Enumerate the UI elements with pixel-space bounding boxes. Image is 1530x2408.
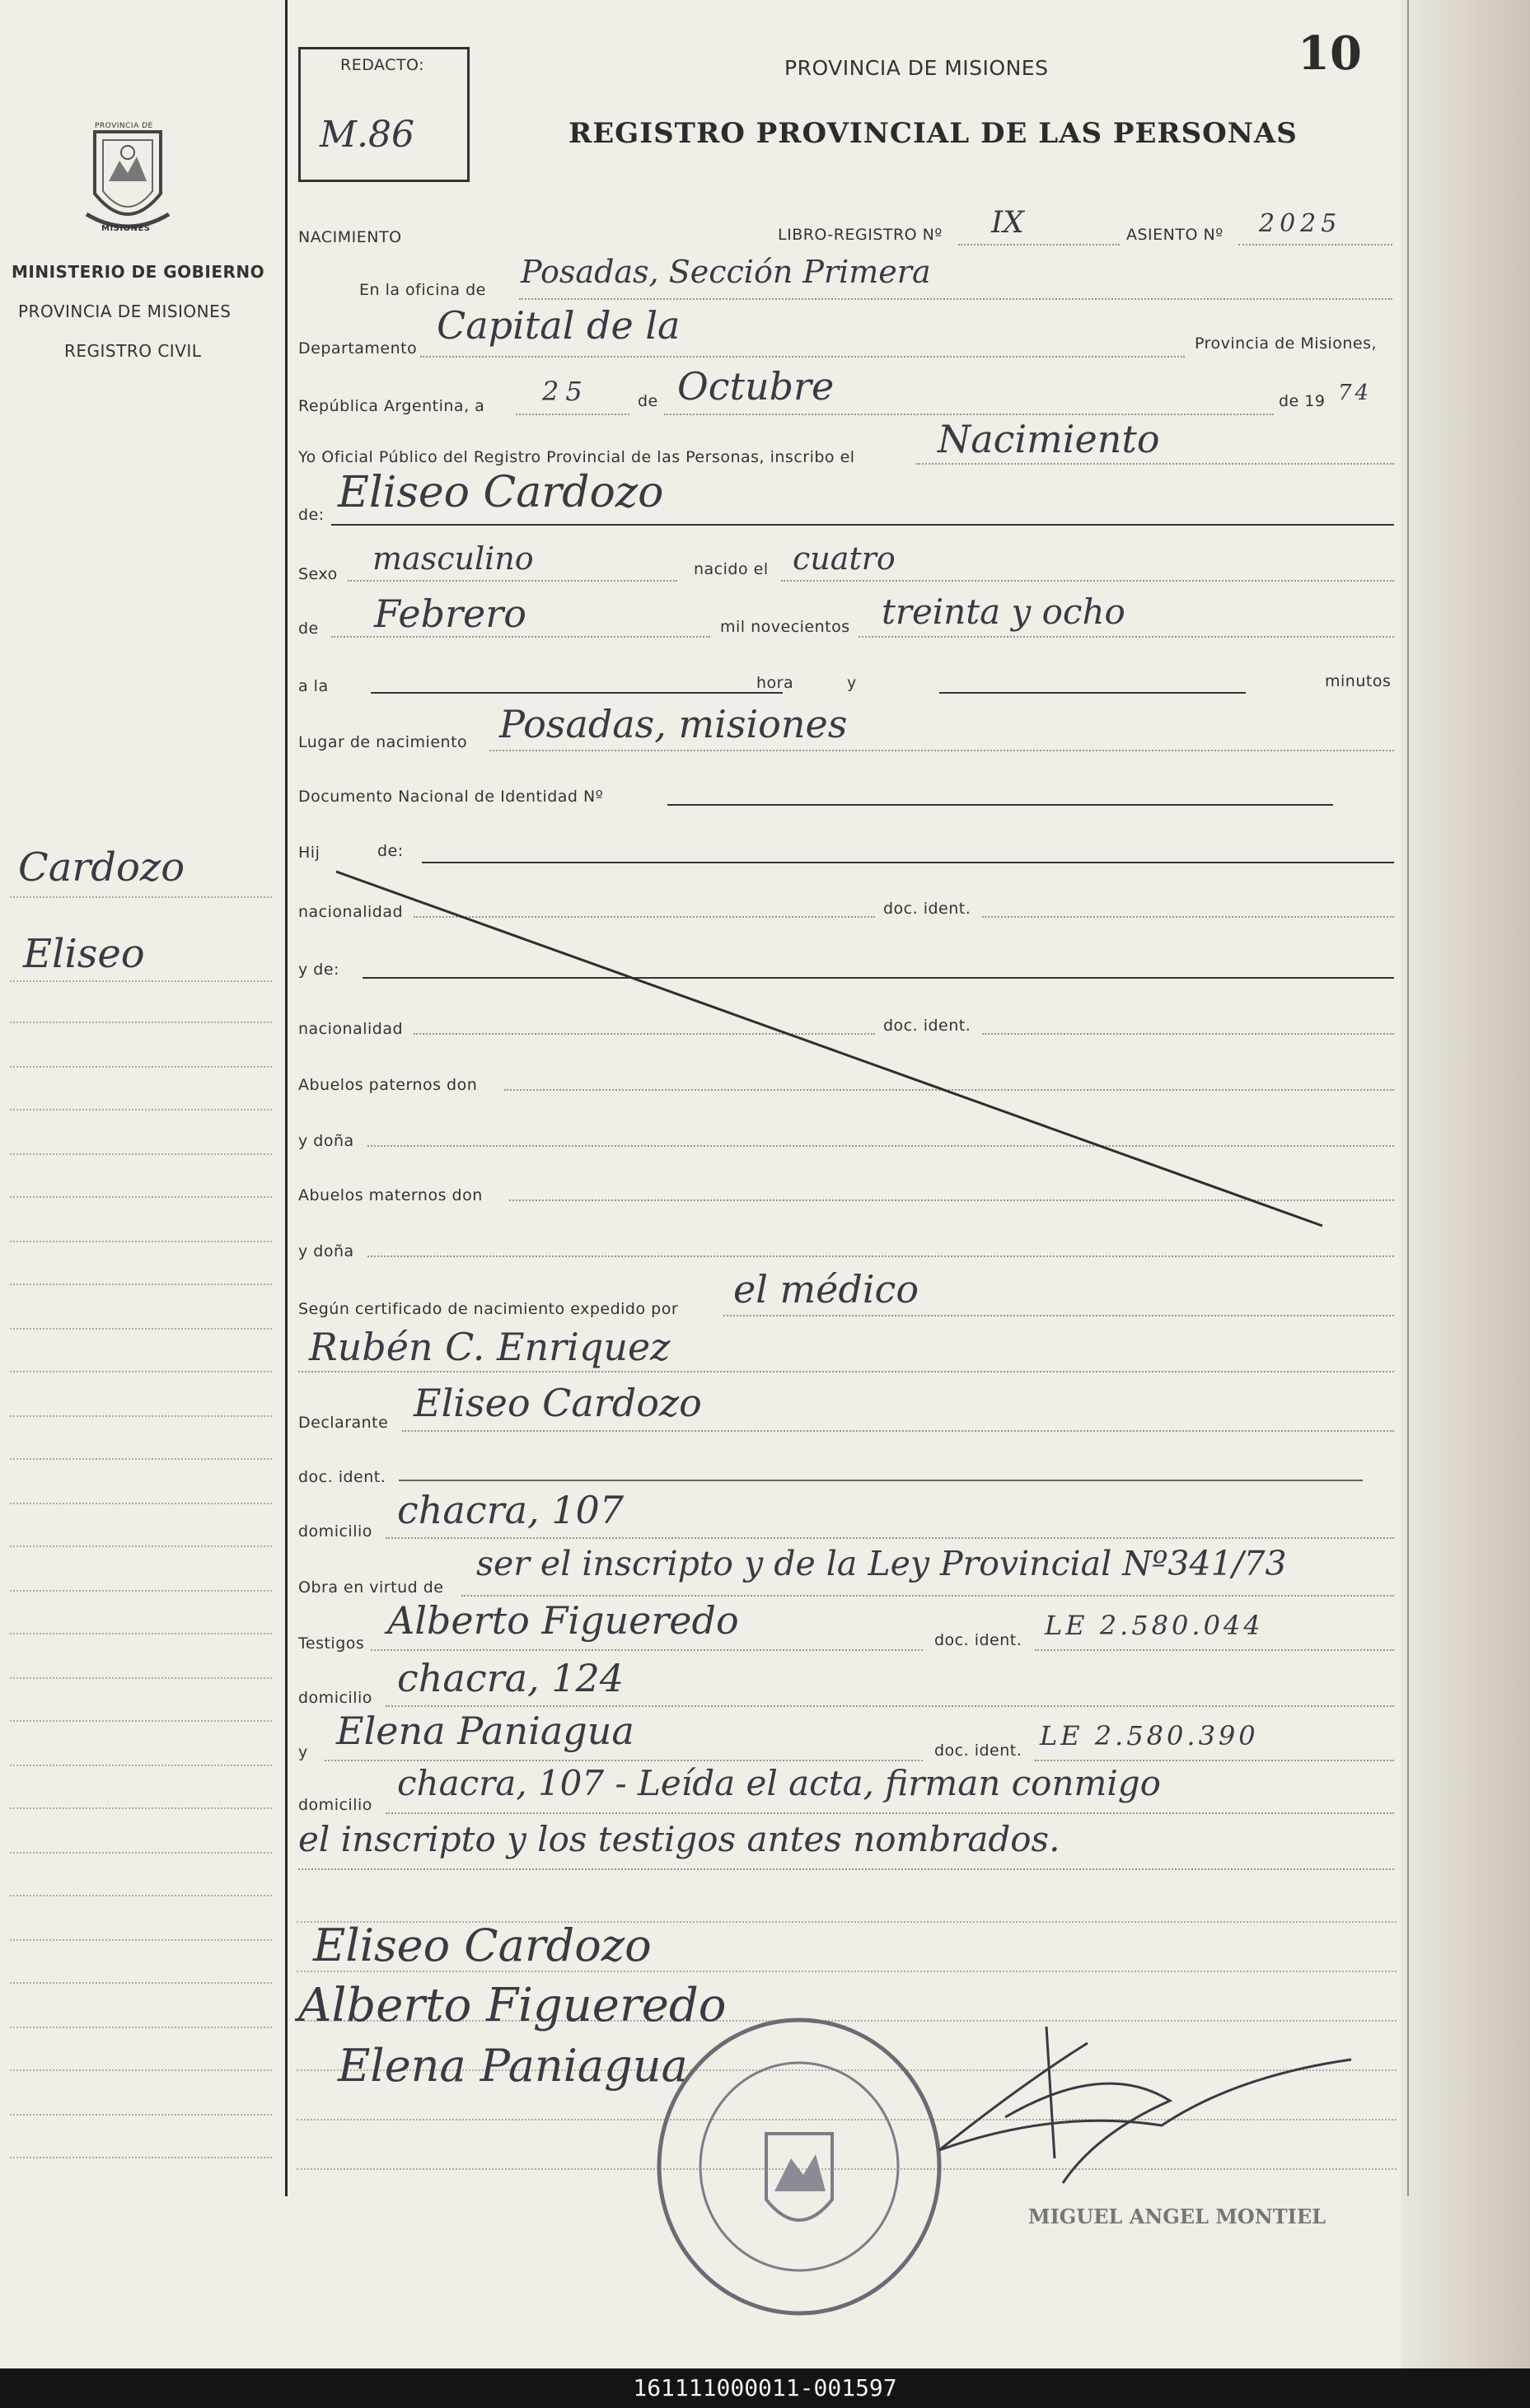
yo-oficial-label: Yo Oficial Público del Registro Provincial de las Personas, inscribo el xyxy=(298,448,855,466)
province-subtitle: PROVINCIA DE MISIONES xyxy=(18,302,232,321)
civil-registry-subtitle: REGISTRO CIVIL xyxy=(64,341,202,361)
margin-ruling xyxy=(10,1852,272,1854)
declarante-value: Eliseo Cardozo xyxy=(414,1381,702,1425)
testigo2-value: Elena Paniagua xyxy=(336,1709,634,1753)
official-signature xyxy=(890,2010,1384,2208)
de-19-label: de 19 xyxy=(1279,392,1326,410)
y-dona-dots xyxy=(367,1255,1394,1257)
nacido-mes-value: Febrero xyxy=(374,591,526,636)
margin-ruling xyxy=(10,1807,272,1809)
departamento-label: Departamento xyxy=(298,339,418,358)
declarante-domicilio-label: domicilio xyxy=(298,1522,372,1541)
margin-ruling xyxy=(10,1109,272,1110)
obra-label: Obra en virtud de xyxy=(298,1578,444,1597)
margin-ruling xyxy=(10,1982,272,1984)
libro-registro-dots xyxy=(958,244,1120,245)
margin-ruling xyxy=(10,1765,272,1766)
mes-nacimiento-dots xyxy=(331,636,710,638)
mes-value: Octubre xyxy=(677,364,835,409)
departamento-value: Capital de la xyxy=(437,303,681,348)
nombre-line xyxy=(331,524,1394,526)
nacionalidad-label: nacionalidad xyxy=(298,1020,404,1038)
margin-ruling xyxy=(10,1328,272,1330)
testigo1-doc-label: doc. ident. xyxy=(934,1631,1022,1649)
nombre-label: de: xyxy=(298,506,325,524)
obra-value: ser el inscripto y de la Ley Provincial Nº341/73 xyxy=(476,1544,1287,1583)
dia-dots xyxy=(516,414,629,415)
dni-line xyxy=(667,804,1333,806)
margin-surname: Cardozo xyxy=(18,844,185,891)
margin-ruling xyxy=(10,1196,272,1198)
segun-certificado-label: Según certificado de nacimiento expedido por xyxy=(298,1300,679,1318)
hij-de-label: de: xyxy=(377,842,404,860)
lugar-dots xyxy=(489,750,1394,751)
ministry-title: MINISTERIO DE GOBIERNO xyxy=(12,262,265,282)
testigo2-domicilio-dots xyxy=(386,1812,1394,1814)
strike-out-line xyxy=(330,857,1335,1236)
obra-dots xyxy=(461,1595,1394,1597)
declarante-doc-line xyxy=(399,1480,1363,1481)
nacionalidad-label: nacionalidad xyxy=(298,903,404,921)
testigo2-y-label: y xyxy=(298,1743,308,1761)
redacto-label: REDACTO: xyxy=(340,56,425,74)
margin-ruling xyxy=(10,1545,272,1547)
nacimiento-label: NACIMIENTO xyxy=(298,228,402,246)
anio-value: 74 xyxy=(1338,381,1373,405)
margin-ruling xyxy=(10,2069,272,2071)
abuelos-paternos-label: Abuelos paternos don xyxy=(298,1076,478,1094)
testigos-label: Testigos xyxy=(298,1634,365,1653)
declarante-domicilio-dots xyxy=(386,1537,1394,1539)
margin-ruling xyxy=(10,1633,272,1634)
certificado-por-value: el médico xyxy=(733,1267,919,1312)
margin-given-name: Eliseo xyxy=(23,931,145,977)
nacido-anio-value: treinta y ocho xyxy=(882,591,1125,632)
hora-label: hora xyxy=(756,674,794,692)
page-edge-shadow xyxy=(1401,0,1530,2368)
inscribo-dots xyxy=(916,463,1394,465)
hora-line xyxy=(371,692,783,694)
redacto-value: M.86 xyxy=(320,114,415,156)
lugar-label: Lugar de nacimiento xyxy=(298,733,468,751)
dia-value: 25 xyxy=(542,376,589,407)
margin-ruling xyxy=(10,1022,272,1023)
nacido-dia-value: cuatro xyxy=(793,540,896,577)
margin-ruling xyxy=(10,1939,272,1941)
sexo-dots xyxy=(348,580,677,582)
margin-ruling xyxy=(10,1677,272,1679)
signature-inscripto: Eliseo Cardozo xyxy=(313,1919,652,1971)
nombre-value: Eliseo Cardozo xyxy=(338,468,664,517)
departamento-dots xyxy=(420,356,1185,358)
declarante-doc-label: doc. ident. xyxy=(298,1468,386,1486)
testigo2-doc-dots xyxy=(1035,1760,1394,1761)
margin-ruling xyxy=(10,1241,272,1242)
minutos-line xyxy=(939,692,1246,694)
right-rule xyxy=(1407,0,1409,2196)
anio-nacimiento-dots xyxy=(859,636,1394,638)
inscribo-value: Nacimiento xyxy=(938,417,1160,461)
testigo2-doc-value: LE 2.580.390 xyxy=(1040,1720,1259,1751)
certificado-dots xyxy=(723,1315,1394,1316)
asiento-dots xyxy=(1238,244,1392,245)
margin-ruling xyxy=(10,1458,272,1460)
margin-ruling xyxy=(10,1153,272,1155)
oficina-dots xyxy=(519,298,1392,300)
margin-ruling xyxy=(10,1720,272,1722)
testigo1-dots xyxy=(371,1649,923,1651)
signature-testigo2: Elena Paniagua xyxy=(338,2040,688,2092)
cierre-dots xyxy=(298,1868,1394,1870)
medico-value: Rubén C. Enriquez xyxy=(309,1325,671,1369)
libro-registro-value: IX xyxy=(991,206,1024,240)
testigo1-doc-value: LE 2.580.044 xyxy=(1045,1610,1264,1641)
asiento-value: 2025 xyxy=(1259,209,1342,238)
margin-ruling xyxy=(10,1066,272,1068)
declarante-label: Declarante xyxy=(298,1414,389,1432)
lugar-value: Posadas, misiones xyxy=(499,702,848,746)
document-id-bar xyxy=(0,2368,1530,2408)
nacido-el-dots xyxy=(781,580,1394,582)
hij-label: Hij xyxy=(298,844,321,862)
margin-ruling xyxy=(10,2157,272,2158)
margin-ruling xyxy=(10,2027,272,2028)
y-dona-label: y doña xyxy=(298,1242,354,1260)
document-id: 161111000011-001597 xyxy=(633,2374,897,2401)
mes-dots xyxy=(664,414,1274,415)
emblem-top-text: PROVINCIA DE xyxy=(95,122,153,130)
testigo1-domicilio-label: domicilio xyxy=(298,1689,372,1707)
y-label: y xyxy=(847,674,857,692)
testigo1-domicilio-value: chacra, 124 xyxy=(397,1656,625,1700)
testigo2-doc-label: doc. ident. xyxy=(934,1742,1022,1760)
abuelos-maternos-label: Abuelos maternos don xyxy=(298,1186,483,1204)
margin-ruling xyxy=(10,1590,272,1592)
sexo-value: masculino xyxy=(372,540,534,577)
dni-label: Documento Nacional de Identidad Nº xyxy=(298,788,604,806)
medico-dots xyxy=(298,1371,1394,1372)
y-dona-label: y doña xyxy=(298,1132,354,1150)
y-de-label: y de: xyxy=(298,961,339,979)
asiento-label: ASIENTO Nº xyxy=(1126,226,1224,244)
testigo1-domicilio-dots xyxy=(386,1705,1394,1707)
republica-label: República Argentina, a xyxy=(298,397,485,415)
margin-ruling xyxy=(10,1415,272,1417)
sexo-label: Sexo xyxy=(298,565,338,583)
de-label: de xyxy=(638,392,658,410)
margin-ruling xyxy=(10,1371,272,1372)
testigo2-dots xyxy=(325,1760,923,1761)
testigo1-doc-dots xyxy=(1035,1649,1394,1651)
signature-testigo1: Alberto Figueredo xyxy=(298,1979,727,2032)
testigo2-domicilio-value: chacra, 107 - Leída el acta, firman conmigo xyxy=(397,1763,1161,1803)
declarante-dots xyxy=(402,1430,1394,1432)
testigo1-value: Alberto Figueredo xyxy=(387,1598,739,1643)
nacido-el-label: nacido el xyxy=(694,560,769,578)
page-number: 10 xyxy=(1298,26,1362,81)
official-name-stamp: MIGUEL ANGEL MONTIEL xyxy=(1028,2205,1326,2228)
margin-ruling xyxy=(10,980,272,982)
oficina-value: Posadas, Sección Primera xyxy=(521,254,931,290)
province-title: PROVINCIA DE MISIONES xyxy=(784,56,1049,80)
margin-ruling xyxy=(10,896,272,898)
a-la-label: a la xyxy=(298,677,329,695)
mes-nacimiento-label: de xyxy=(298,620,319,638)
emblem-bottom-text: MISIONES xyxy=(101,224,151,233)
margin-ruling xyxy=(10,1283,272,1285)
mil-novecientos-label: mil novecientos xyxy=(720,618,850,636)
margin-ruling xyxy=(10,1895,272,1896)
registry-title: REGISTRO PROVINCIAL DE LAS PERSONAS xyxy=(568,117,1298,150)
oficina-label: En la oficina de xyxy=(359,281,486,299)
minutos-label: minutos xyxy=(1325,672,1392,690)
testigo2-domicilio-label: domicilio xyxy=(298,1796,372,1814)
cierre-value: el inscripto y los testigos antes nombrados. xyxy=(298,1819,1060,1859)
margin-rule xyxy=(285,0,288,2196)
doc-ident-label: doc. ident. xyxy=(883,900,971,918)
libro-registro-label: LIBRO-REGISTRO Nº xyxy=(778,226,943,244)
margin-ruling xyxy=(10,1503,272,1504)
provincia-label: Provincia de Misiones, xyxy=(1195,334,1378,353)
declarante-domicilio-value: chacra, 107 xyxy=(397,1488,625,1532)
province-emblem-icon xyxy=(82,115,173,239)
doc-ident-label: doc. ident. xyxy=(883,1017,971,1035)
margin-ruling xyxy=(10,2114,272,2116)
